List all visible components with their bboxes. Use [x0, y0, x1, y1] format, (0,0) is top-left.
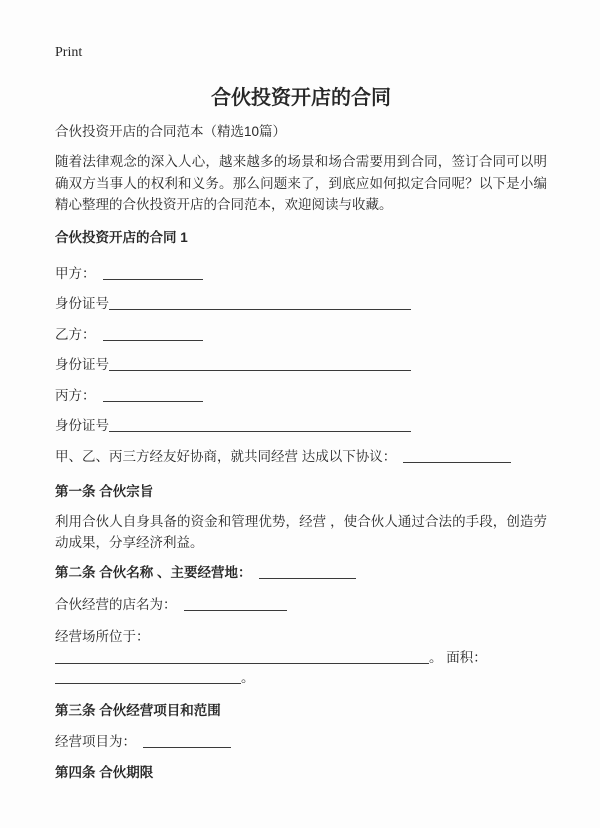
- party-b-blank: [103, 328, 203, 341]
- clause-1-body: 利用合伙人自身具备的资金和管理优势，经营 ，使合伙人通过合法的手段，创造劳动成果，分享经济利益。: [55, 513, 547, 550]
- party-a-id-label: 身份证号: [55, 296, 109, 311]
- clause-2-heading: 第二条 合伙名称 、主要经营地：: [55, 564, 252, 580]
- agreement-lead-text: 甲、乙、丙三方经友好协商，就共同经营 达成以下协议：: [55, 448, 397, 464]
- party-a-blank: [103, 267, 203, 280]
- party-c-label: 丙方：: [55, 387, 96, 403]
- project-label: 经营项目为：: [55, 733, 136, 749]
- location-block: [55, 627, 547, 689]
- agreement-blank: [403, 450, 511, 463]
- area-blank: [55, 671, 241, 684]
- party-b-row: [55, 327, 547, 342]
- location-label: 经营场所位于：: [55, 629, 150, 644]
- party-c-id-row: [55, 418, 547, 433]
- clause-4-heading: 第四条 合伙期限: [55, 765, 154, 780]
- agreement-lead-row: [55, 449, 547, 464]
- party-c-blank: [103, 389, 203, 402]
- party-a-id-blank: [109, 297, 411, 310]
- party-b-id-row: [55, 357, 547, 372]
- shop-name-blank: [184, 598, 287, 611]
- project-blank: [143, 735, 231, 748]
- location-blank-line: [55, 648, 547, 669]
- party-c-row: [55, 388, 547, 403]
- business-place-blank: [259, 566, 356, 579]
- party-b-id-label: 身份证号: [55, 357, 109, 372]
- location-blank: [55, 651, 429, 664]
- shop-name-row: [55, 597, 547, 612]
- location-label-line: [55, 627, 547, 648]
- shop-name-label: 合伙经营的店名为：: [55, 596, 177, 612]
- party-a-row: [55, 266, 547, 281]
- page-title: 合伙投资开店的合同: [211, 87, 391, 109]
- print-link[interactable]: Print: [55, 45, 83, 60]
- party-a-label: 甲方：: [55, 265, 96, 281]
- intro-paragraph: 随着法律观念的深入人心，越来越多的场景和场合需要用到合同，签订合同可以明确双方当事人的权利和义务。那么问题来了，到底应如何拟定合同呢？以下是小编精心整理的合伙投资开店的合同范本，欢迎阅读与收藏。: [55, 154, 547, 212]
- section-1-heading: 合伙投资开店的合同 1: [55, 229, 188, 245]
- party-b-id-blank: [109, 358, 411, 371]
- party-b-label: 乙方：: [55, 326, 96, 342]
- party-a-id-row: [55, 296, 547, 311]
- area-label: 。 面积：: [429, 649, 487, 665]
- area-line-end: 。: [241, 670, 255, 685]
- party-c-id-blank: [109, 419, 411, 432]
- document-subtitle: 合伙投资开店的合同范本（精选10篇）: [55, 124, 287, 139]
- clause-3-heading: 第三条 合伙经营项目和范围: [55, 702, 221, 718]
- area-blank-line: [55, 668, 547, 689]
- party-c-id-label: 身份证号: [55, 418, 109, 433]
- clause-1-heading: 第一条 合伙宗旨: [55, 483, 154, 499]
- project-row: [55, 734, 547, 749]
- clause-2-heading-row: [55, 564, 547, 581]
